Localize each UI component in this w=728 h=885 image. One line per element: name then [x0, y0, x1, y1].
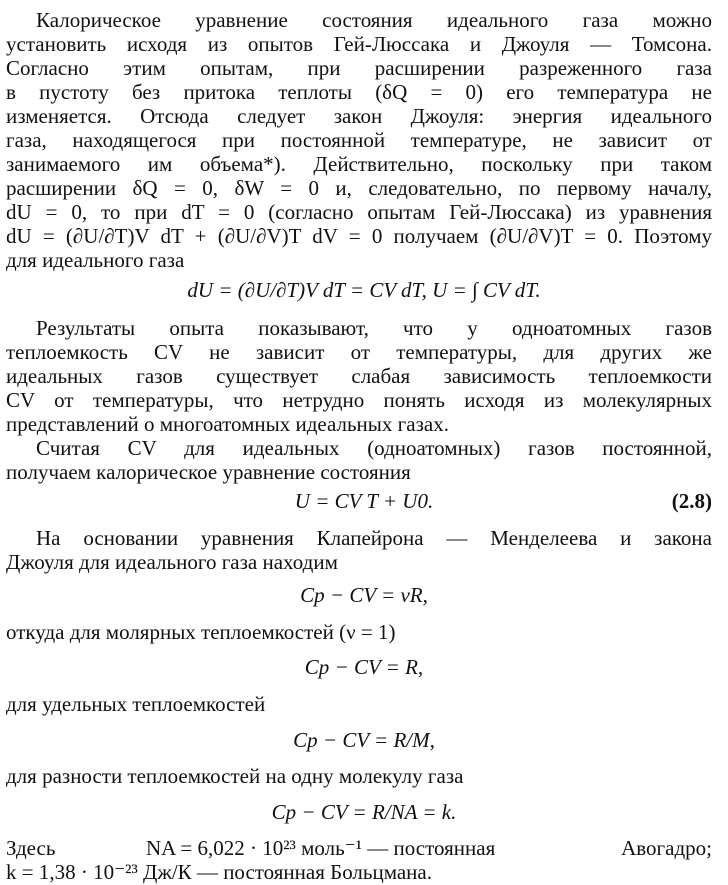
para2-line: теплоемкость CV не зависит от температуры, для других же: [6, 340, 712, 364]
text-molar: откуда для молярных теплоемкостей (ν = 1): [6, 620, 396, 644]
equation-specific: Cp − CV = R/M,: [293, 728, 435, 752]
equation-energy: dU = (∂U/∂T)V dT = CV dT, U = ∫ CV dT.: [187, 278, 541, 302]
para1-line: занимаемого им объема*). Действительно, поскольку при таком: [6, 152, 712, 176]
para1-line: расширении δQ = 0, δW = 0 и, следовательно, по первому началу,: [6, 176, 712, 200]
equation-caloric: U = CV T + U0.: [294, 489, 434, 513]
para1-line: dU = 0, то при dT = 0 (согласно опытам Гей-Люссака) из уравнения: [6, 200, 712, 224]
constants-line: [6, 836, 712, 860]
para2-line: CV от температуры, что нетрудно понять исходя из молекулярных: [6, 388, 712, 412]
para3-line: получаем калорическое уравнение состояния: [6, 460, 411, 484]
para2-line: Результаты опыта показывают, что у одноатомных газов: [36, 316, 712, 340]
para4-line: Джоуля для идеального газа находим: [6, 550, 338, 574]
para1-line: для идеального газа: [6, 248, 185, 272]
para2-line: идеальных газов существует слабая зависимость теплоемкости: [6, 364, 712, 388]
equation-number: (2.8): [671, 489, 712, 513]
constants-right: Авогадро;: [621, 836, 712, 860]
para1-line: Согласно этим опытам, при расширении разреженного газа: [6, 56, 712, 80]
equation-molar: Cp − CV = R,: [304, 655, 424, 679]
text-specific: для удельных теплоемкостей: [6, 692, 266, 716]
avogadro-constant: NA = 6,022 · 10²³ моль⁻¹ — постоянная: [146, 836, 496, 860]
text-per-molecule: для разности теплоемкостей на одну молекулу газа: [6, 764, 464, 788]
para1-line: Калорическое уравнение состояния идеального газа можно: [36, 8, 712, 32]
para3-line: Считая CV для идеальных (одноатомных) газов постоянной,: [36, 436, 712, 460]
boltzmann-line: k = 1,38 · 10⁻²³ Дж/К — постоянная Больцмана.: [6, 860, 432, 884]
para1-line: газа, находящегося при постоянной температуре, не зависит от: [6, 128, 712, 152]
para4-line: На основании уравнения Клапейрона — Менделеева и закона: [36, 526, 712, 550]
para1-line: установить исходя из опытов Гей-Люссака и Джоуля — Томсона.: [6, 32, 712, 56]
para1-line: в пустоту без притока теплоты (δQ = 0) его температура не: [6, 80, 712, 104]
para1-line: изменяется. Отсюда следует закон Джоуля: энергия идеального: [6, 104, 712, 128]
equation-boltzmann: Cp − CV = R/NA = k.: [271, 800, 457, 824]
equation-mayer: Cp − CV = νR,: [300, 583, 428, 607]
para2-line: представлений о многоатомных идеальных газах.: [6, 412, 449, 436]
constants-left: Здесь: [6, 836, 56, 860]
para1-line: dU = (∂U/∂T)V dT + (∂U/∂V)T dV = 0 получаем (∂U/∂V)T = 0. Поэтому: [6, 224, 712, 248]
